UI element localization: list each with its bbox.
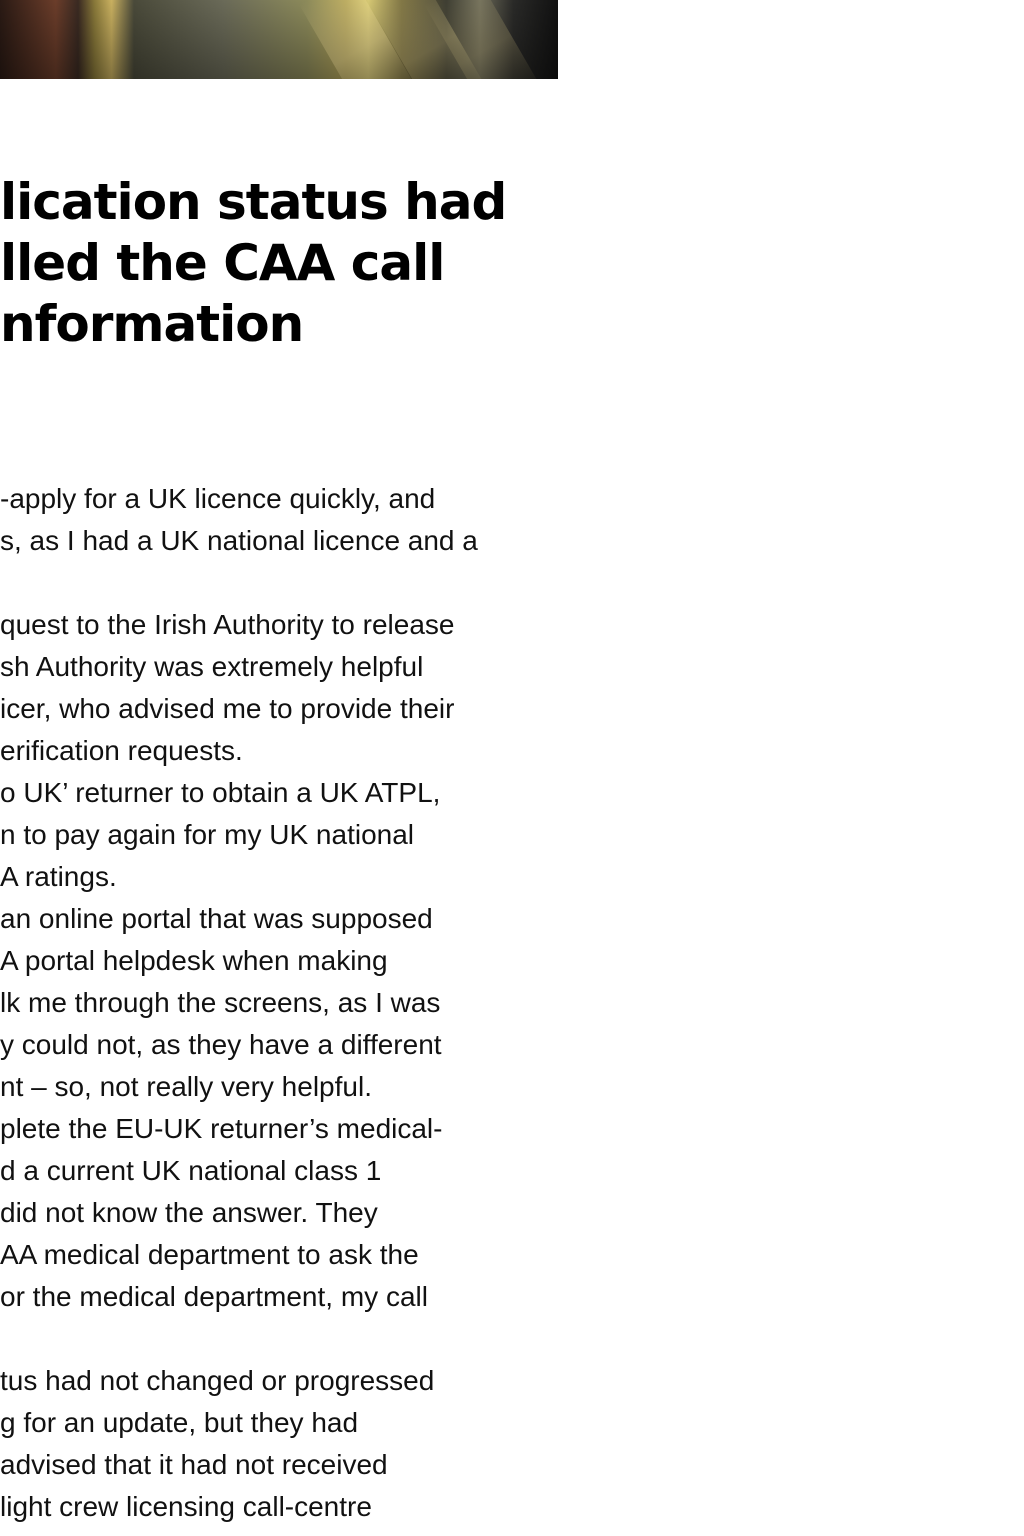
header-image	[0, 0, 558, 79]
headline-line: lled the CAA call	[0, 234, 445, 292]
body-line: quest to the Irish Authority to release	[0, 609, 455, 640]
body-line: lk me through the screens, as I was	[0, 987, 441, 1018]
body-line: did not know the answer. They	[0, 1197, 378, 1228]
body-line: n to pay again for my UK national	[0, 819, 415, 850]
article-headline	[0, 172, 560, 355]
body-line	[0, 1318, 560, 1360]
body-line: or the medical department, my call	[0, 1281, 428, 1312]
body-line: g for an update, but they had	[0, 1407, 359, 1438]
body-line: erification requests.	[0, 735, 243, 766]
body-line: d a current UK national class 1	[0, 1155, 382, 1186]
body-line: -apply for a UK licence quickly, and	[0, 483, 436, 514]
body-line: y could not, as they have a different	[0, 1029, 442, 1060]
body-line: light crew licensing call-centre	[0, 1491, 372, 1522]
body-line: plete the EU-UK returner’s medical-	[0, 1113, 443, 1144]
article-body	[0, 478, 560, 1528]
headline-line: nformation	[0, 295, 304, 353]
body-line: A ratings.	[0, 861, 117, 892]
body-line: tus had not changed or progressed	[0, 1365, 435, 1396]
body-line: A portal helpdesk when making	[0, 945, 388, 976]
body-line: sh Authority was extremely helpful	[0, 651, 424, 682]
body-line: advised that it had not received	[0, 1449, 388, 1480]
body-line: s, as I had a UK national licence and a	[0, 525, 478, 556]
body-line: an online portal that was supposed	[0, 903, 433, 934]
body-line	[0, 562, 560, 604]
image-shade	[0, 0, 558, 79]
headline-line: lication status had	[0, 173, 507, 231]
body-line: icer, who advised me to provide their	[0, 693, 455, 724]
body-line: o UK’ returner to obtain a UK ATPL,	[0, 777, 441, 808]
body-line: AA medical department to ask the	[0, 1239, 419, 1270]
body-line: nt – so, not really very helpful.	[0, 1071, 372, 1102]
